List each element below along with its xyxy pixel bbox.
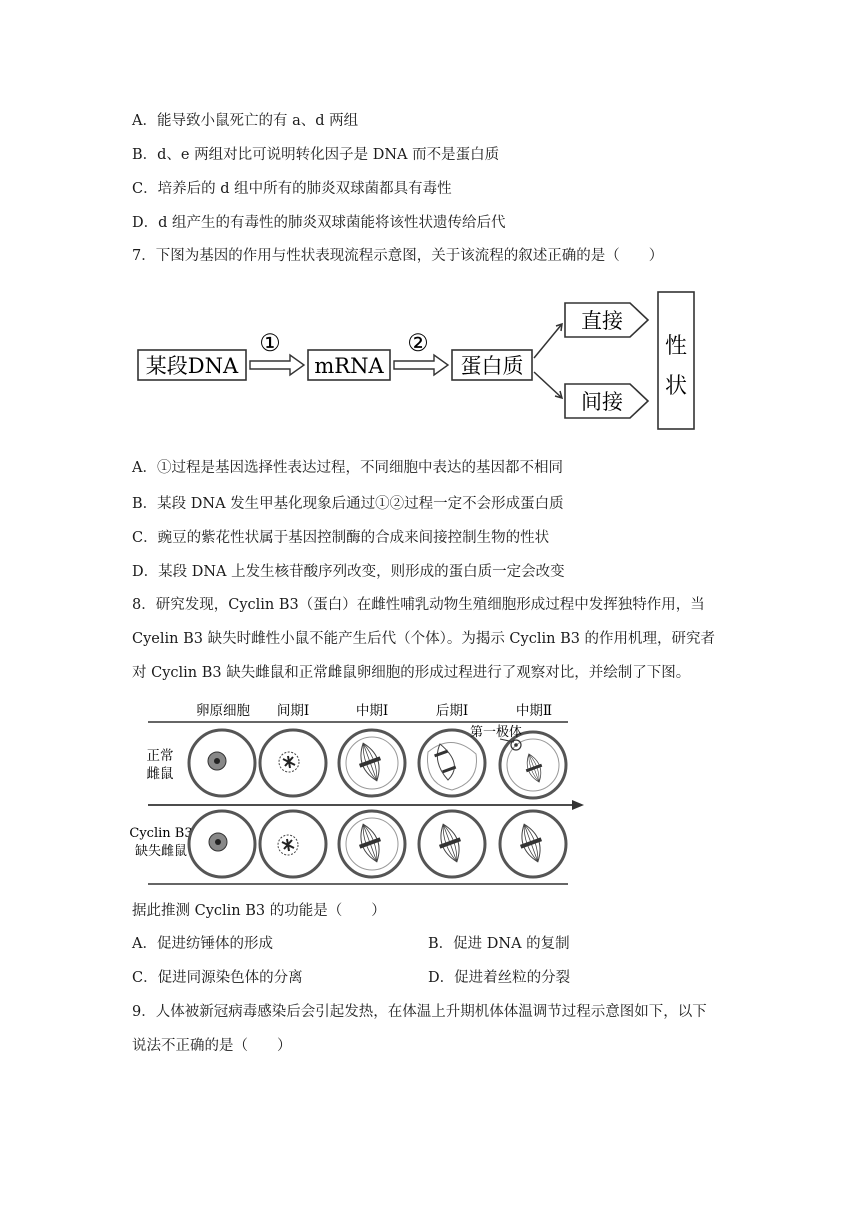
q9-stem-line-1: 9．人体被新冠病毒感染后会引起发热，在体温上升期机体体温调节过程示意图如下，以下 — [132, 1004, 707, 1020]
q8-option-a: A．促进纺锤体的形成 — [132, 936, 273, 952]
normal-metaphase-1-cell — [339, 730, 405, 796]
normal-metaphase-2-cell — [500, 732, 566, 798]
trait-box — [658, 292, 694, 429]
normal-interphase-cell — [260, 730, 326, 796]
arrow-direct — [534, 324, 562, 358]
q8-option-b: B．促进 DNA 的复制 — [428, 936, 570, 952]
step-1-label: ① — [259, 329, 281, 357]
row-2-label-line-1: Cyclin B3 — [129, 826, 193, 841]
normal-oogonium-cell — [189, 730, 255, 796]
row-1-label-line-1: 正常 — [146, 748, 174, 764]
arrow-2 — [394, 355, 448, 375]
trait-char-1: 性 — [664, 334, 688, 359]
q8-option-c: C．促进同源染色体的分离 — [132, 970, 303, 986]
stage-4-label: 后期Ⅰ — [435, 703, 469, 719]
polar-body-label: 第一极体 — [469, 725, 523, 740]
mrna-box-label: mRNA — [314, 354, 384, 378]
dna-box-label: 某段DNA — [145, 354, 239, 378]
gene-expression-flow-diagram — [130, 288, 730, 438]
stage-3-label: 中期Ⅰ — [355, 703, 389, 719]
arrow-indirect — [534, 372, 562, 398]
direct-box-label: 直接 — [581, 309, 623, 333]
deficient-oogonium-cell — [189, 811, 255, 877]
deficient-interphase-cell — [260, 811, 326, 877]
stage-5-label: 中期Ⅱ — [515, 703, 553, 719]
protein-box-label: 蛋白质 — [460, 354, 524, 378]
arrow-1 — [250, 355, 304, 375]
step-2-label: ② — [407, 329, 429, 357]
row-1-label-line-2: 雌鼠 — [146, 766, 174, 782]
timeline-arrowhead — [572, 800, 584, 810]
q7-option-b: B．某段 DNA 发生甲基化现象后通过①②过程一定不会形成蛋白质 — [132, 496, 564, 512]
q8-stem-line-3: 对 Cyclin B3 缺失雌鼠和正常雌鼠卵细胞的形成过程进行了观察对比，并绘制了下图。 — [132, 665, 691, 681]
trait-char-2: 状 — [664, 374, 688, 399]
q7-option-d: D．某段 DNA 上发生核苷酸序列改变，则形成的蛋白质一定会改变 — [132, 564, 565, 580]
q6-option-b: B．d、e 两组对比可说明转化因子是 DNA 而不是蛋白质 — [132, 147, 500, 163]
q9-stem-line-2: 说法不正确的是（ ） — [132, 1038, 292, 1054]
q8-stem-line-1: 8．研究发现，Cyclin B3（蛋白）在雌性哺乳动物生殖细胞形成过程中发挥独特作用，当 — [132, 597, 705, 613]
stage-2-label: 间期Ⅰ — [276, 703, 310, 719]
q8-question: 据此推测 Cyclin B3 的功能是（ ） — [132, 903, 386, 919]
q7-stem: 7．下图为基因的作用与性状表现流程示意图，关于该流程的叙述正确的是（ ） — [132, 248, 664, 264]
stage-1-label: 卵原细胞 — [196, 703, 250, 719]
row-2-label-line-2: 缺失雌鼠 — [134, 844, 188, 859]
deficient-metaphase-1-cell — [339, 811, 405, 877]
deficient-metaphase-2-cell — [500, 811, 566, 877]
q7-option-a: A．①过程是基因选择性表达过程，不同细胞中表达的基因都不相同 — [132, 460, 563, 476]
q8-stem-line-2: Cyelin B3 缺失时雌性小鼠不能产生后代（个体）。为揭示 Cyclin B3 的作用机理，研究者 — [132, 631, 716, 647]
oocyte-formation-figure — [128, 692, 588, 892]
q6-option-a: A．能导致小鼠死亡的有 a、d 两组 — [132, 113, 359, 129]
q6-option-d: D．d 组产生的有毒性的肺炎双球菌能将该性状遗传给后代 — [132, 215, 506, 231]
q7-option-c: C．豌豆的紫花性状属于基因控制酶的合成来间接控制生物的性状 — [132, 530, 550, 546]
deficient-anaphase-1-cell — [419, 811, 485, 877]
q8-option-d: D．促进着丝粒的分裂 — [428, 970, 571, 986]
indirect-box-label: 间接 — [581, 390, 623, 414]
q6-option-c: C．培养后的 d 组中所有的肺炎双球菌都具有毒性 — [132, 181, 452, 197]
